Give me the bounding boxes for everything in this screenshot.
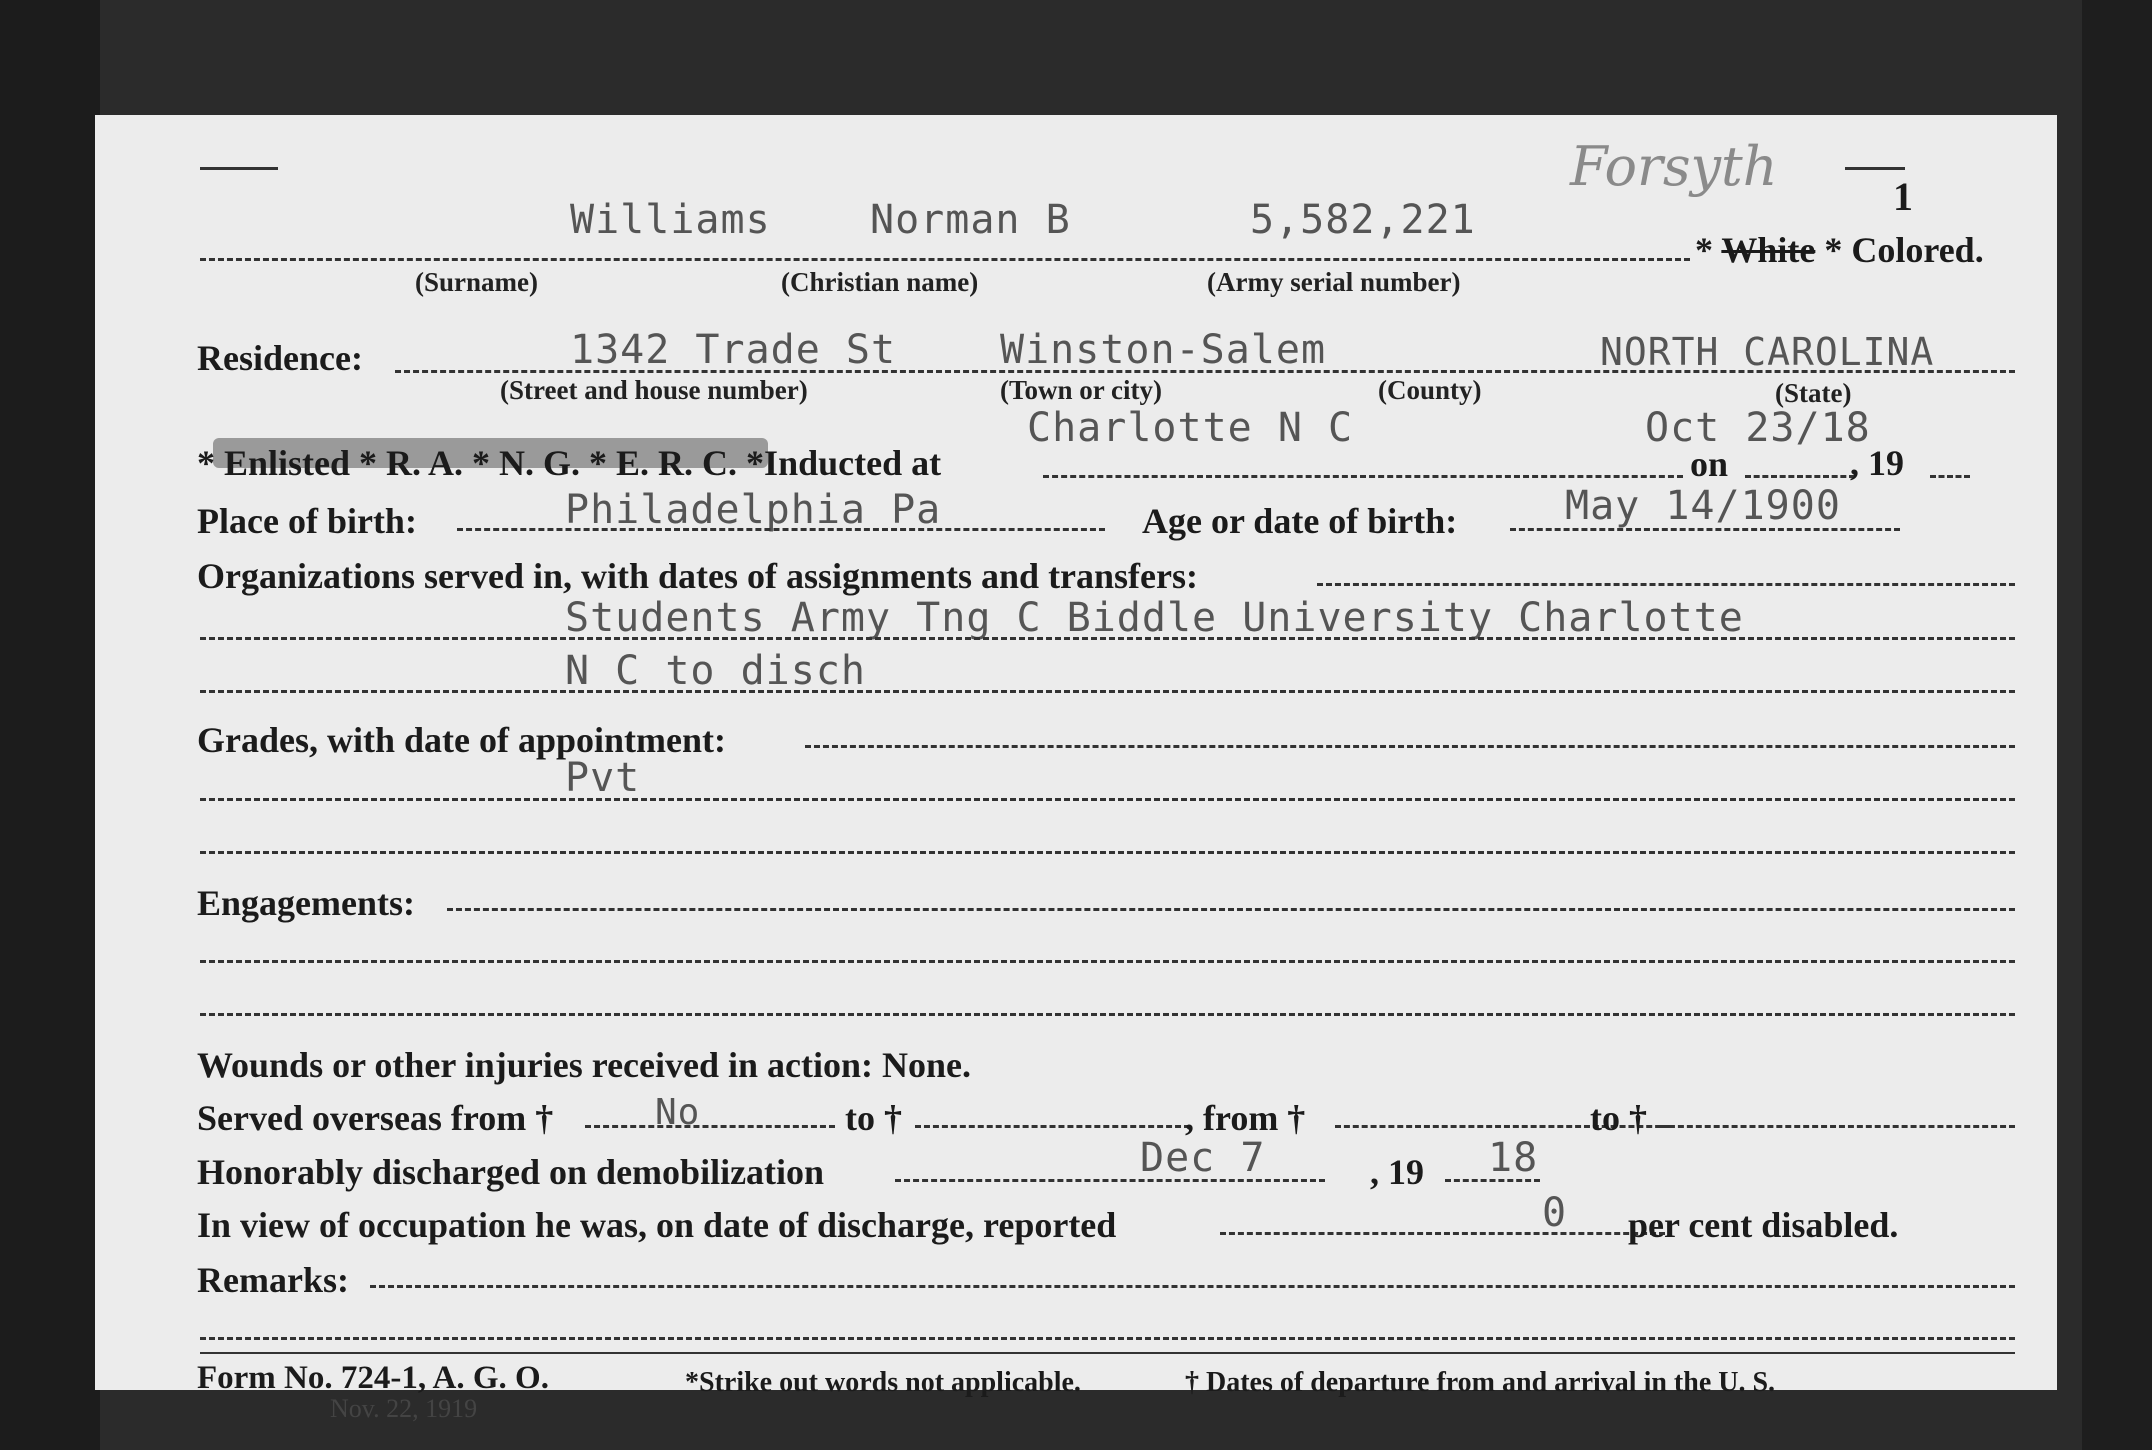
overseas-from: , from † [1185, 1098, 1306, 1138]
induction-year-prefix: , 19 [1850, 443, 1904, 483]
birth-place-line [457, 528, 1105, 531]
street-caption: (Street and house number) [500, 375, 808, 405]
surname-caption: (Surname) [415, 267, 538, 297]
induction-date-line [1745, 475, 1855, 478]
induction-year-line [1930, 475, 1970, 478]
residence-label: Residence: [197, 338, 363, 378]
birth-place: Philadelphia Pa [565, 487, 942, 533]
footer-rule [200, 1352, 2015, 1354]
county-caption: (County) [1378, 375, 1482, 405]
colored-label: Colored. [1851, 230, 1984, 270]
discharge-date: Dec 7 [1140, 1135, 1266, 1181]
overseas-to-line [915, 1125, 1190, 1128]
discharge-year-prefix: , 19 [1370, 1152, 1424, 1192]
organizations-line [1317, 583, 2015, 586]
christian-caption: (Christian name) [781, 267, 979, 297]
overseas-label: Served overseas from † [197, 1098, 554, 1138]
grades-line-3 [200, 851, 2015, 854]
disability-line [1220, 1232, 1665, 1235]
remarks-line-2 [200, 1337, 2015, 1340]
overseas-value: No [655, 1092, 701, 1133]
disability-value: 0 [1542, 1190, 1568, 1236]
grades-value: Pvt [565, 755, 641, 801]
remarks-line [370, 1285, 2015, 1288]
discharge-year: 18 [1488, 1135, 1539, 1181]
star-marker: * [1824, 230, 1843, 270]
overseas-to1: to † [845, 1098, 902, 1138]
grades-label: Grades, with date of appointment: [197, 720, 726, 760]
dagger-note: † Dates of departure from and arrival in the U. S. [1185, 1367, 1776, 1398]
white-label: White [1721, 230, 1816, 270]
serial-caption: (Army serial number) [1207, 267, 1461, 297]
birth-label: Place of birth: [197, 501, 417, 541]
residence-street: 1342 Trade St [570, 327, 897, 373]
disability-suffix: per cent disabled. [1628, 1205, 1899, 1245]
organizations-line-3 [200, 690, 2015, 693]
disability-label: In view of occupation he was, on date of discharge, reported [197, 1205, 1117, 1245]
serial-number-value: 5,582,221 [1250, 197, 1476, 243]
overseas-to2: to † [1590, 1098, 1647, 1138]
organizations-line-2 [200, 637, 2015, 640]
organizations-line1: Students Army Tng C Biddle University Charlotte [565, 595, 1744, 641]
induction-date: Oct 23/18 [1645, 405, 1871, 451]
engagements-line-3 [200, 1013, 2015, 1016]
card-number: 1 [1893, 174, 1913, 219]
star-marker: * [1695, 230, 1713, 270]
age-label: Age or date of birth: [1142, 501, 1458, 541]
organizations-label: Organizations served in, with dates of assignments and transfers: [197, 556, 1199, 596]
induction-place: Charlotte N C [1027, 405, 1354, 451]
overseas-to2-line [1660, 1125, 2015, 1128]
discharge-label: Honorably discharged on demobilization [197, 1152, 825, 1192]
wounds-text: Wounds or other injuries received in action: None. [197, 1045, 971, 1085]
background-right [2082, 0, 2152, 1450]
form-number: Form No. 724-1, A. G. O. [197, 1360, 549, 1396]
residence-line [395, 370, 2015, 373]
birth-date-line [1510, 528, 1900, 531]
top-rule [200, 167, 278, 170]
surname-value: Williams [570, 197, 771, 243]
service-record-card [95, 115, 2057, 1423]
background-left [0, 0, 100, 1450]
form-date-cut: Nov. 22, 1919 [330, 1394, 478, 1423]
handwritten-county: Forsyth [1570, 135, 1778, 198]
grades-line-2 [200, 798, 2015, 801]
strike-note: *Strike out words not applicable. [685, 1367, 1081, 1398]
remarks-label: Remarks: [197, 1260, 349, 1300]
organizations-line2: N C to disch [565, 648, 866, 694]
induction-line [1043, 475, 1683, 478]
engagements-label: Engagements: [197, 883, 415, 923]
state-caption: (State) [1775, 378, 1852, 408]
engagements-line-2 [200, 960, 2015, 963]
induction-on-label: on [1690, 444, 1729, 484]
name-line [200, 258, 1690, 261]
engagements-line [447, 908, 2015, 911]
induction-prefix: * Enlisted * R. A. * N. G. * E. R. C. *Inducted at [197, 443, 942, 483]
birth-date: May 14/1900 [1565, 483, 1841, 529]
discharge-year-line [1445, 1179, 1540, 1182]
residence-town: Winston-Salem [1000, 327, 1327, 373]
christian-name-value: Norman B [870, 197, 1071, 243]
residence-state: NORTH CAROLINA [1600, 330, 1935, 374]
grades-line [805, 745, 2015, 748]
town-caption: (Town or city) [1000, 375, 1162, 405]
discharge-date-line [895, 1179, 1325, 1182]
overseas-from-line [585, 1125, 835, 1128]
race-field [1695, 229, 1984, 271]
top-right-rule [1845, 167, 1905, 170]
